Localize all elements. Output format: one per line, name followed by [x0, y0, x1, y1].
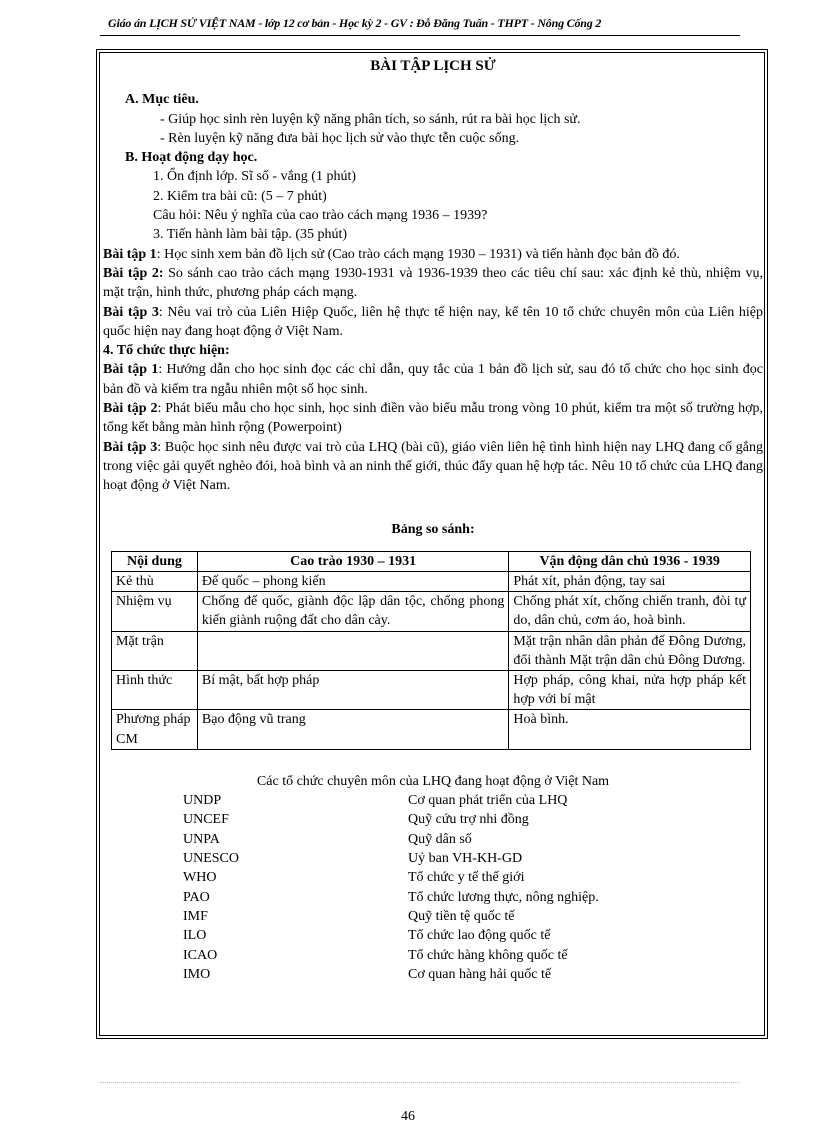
question-item: Câu hỏi: Nêu ý nghĩa của cao trào cách mạng 1936 – 1939? — [153, 208, 488, 224]
objective-item: - Rèn luyện kỹ năng đưa bài học lịch sử vào thực tễn cuộc sống. — [160, 130, 520, 146]
org-name: Cơ quan hàng hải quốc tế — [408, 966, 552, 982]
table-row — [112, 631, 751, 670]
list-item — [103, 830, 763, 849]
org-abbr: ICAO — [183, 947, 218, 963]
organize-text: : Hướng dẫn cho học sinh đọc các chỉ dẫn, quy tắc của 1 bản đồ lịch sử, sau đó tổ chức cho học sinh đọc bản đồ và kiểm tra ngẫu nhiên một số học sinh. — [103, 362, 763, 397]
list-item — [103, 965, 763, 984]
org-abbr: UNESCO — [183, 851, 240, 867]
org-abbr: ILO — [183, 928, 207, 944]
document-body — [103, 55, 763, 984]
column-header: Nội dung — [112, 551, 198, 571]
table-cell: Hình thức — [112, 671, 198, 710]
organize-label: Bài tập 3 — [103, 439, 158, 455]
org-abbr: UNPA — [183, 831, 220, 847]
table-cell: Đế quốc – phong kiến — [197, 572, 508, 592]
organize-paragraph — [103, 360, 763, 399]
organize-label: Bài tập 1 — [103, 362, 159, 378]
table-cell — [197, 631, 508, 670]
table-row — [112, 710, 751, 749]
table-cell: Bí mật, bất hợp pháp — [197, 671, 508, 710]
page-number: 46 — [401, 1109, 415, 1124]
column-header: Vận động dân chủ 1936 - 1939 — [509, 551, 751, 571]
organize-label: Bài tập 2 — [103, 401, 158, 417]
organize-paragraph — [103, 438, 763, 496]
table-cell: Chống phát xít, chống chiến tranh, đòi tự do, dân chủ, cơm áo, hoà bình. — [509, 592, 751, 631]
org-name: Tổ chức hàng không quốc tế — [408, 947, 568, 963]
exercise-label: Bài tập 2: — [103, 265, 164, 281]
organizations-title: Các tổ chức chuyên môn của LHQ đang hoạt động ở Việt Nam — [256, 773, 610, 789]
org-name: Quỹ dân số — [408, 831, 472, 847]
org-name: Tổ chức y tế thế giới — [408, 870, 525, 886]
table-cell: Hoà bình. — [509, 710, 751, 749]
table-row — [112, 572, 751, 592]
table-header-row — [112, 551, 751, 571]
list-item — [103, 907, 763, 926]
page-header — [100, 14, 740, 36]
step-item: 3. Tiến hành làm bài tập. (35 phút) — [153, 227, 348, 243]
list-item — [103, 791, 763, 810]
exercise-text: : Học sinh xem bản đồ lịch sử (Cao trào cách mạng 1930 – 1931) và tiến hành đọc bản đồ đó. — [156, 246, 680, 262]
org-abbr: IMF — [183, 908, 208, 924]
org-abbr: UNCEF — [183, 812, 229, 828]
organize-text: : Buộc học sinh nêu được vai trò của LHQ (bài cũ), giáo viên liên hệ tình hình hiện nay LHQ đang cố gắng trong việc gải quyết nghèo đói, hoà bình và an ninh thế giới, thúc đẩy quan hệ hợp tác. Nêu 10 tổ chức của LHQ đang hoạt động ở Việt Nam. — [103, 439, 763, 494]
section-a-heading: A. Mục tiêu. — [125, 92, 199, 108]
comparison-table — [111, 551, 751, 750]
table-row — [112, 671, 751, 710]
org-abbr: WHO — [183, 870, 217, 886]
list-item — [103, 888, 763, 907]
org-abbr: UNDP — [183, 793, 222, 809]
organizations-list — [103, 791, 763, 984]
table-row — [112, 592, 751, 631]
org-name: Uỷ ban VH-KH-GD — [408, 851, 523, 867]
objective-item: - Giúp học sinh rèn luyện kỹ năng phân tích, so sánh, rút ra bài học lịch sử. — [160, 111, 581, 127]
step-item: 1. Ổn định lớp. Sĩ số - vắng (1 phút) — [153, 169, 357, 185]
step-item: 2. Kiểm tra bài cũ: (5 – 7 phút) — [153, 188, 327, 204]
column-header: Cao trào 1930 – 1931 — [197, 551, 508, 571]
table-cell: Phát xít, phản động, tay sai — [509, 572, 751, 592]
org-name: Quỹ cứu trợ nhi đồng — [408, 812, 529, 828]
list-item — [103, 849, 763, 868]
table-cell: Hợp pháp, công khai, nửa hợp pháp kết hợp với bí mật — [509, 671, 751, 710]
org-abbr: PAO — [183, 889, 210, 905]
exercise-text: So sánh cao trào cách mạng 1930-1931 và 1936-1939 theo các tiêu chí sau: xác định kẻ thù, nhiệm vụ, mặt trận, hình thức, phương pháp cách mạng. — [103, 265, 763, 301]
table-cell: Chống đế quốc, giành độc lập dân tộc, chống phong kiến giành ruộng đất cho dân cày. — [197, 592, 508, 631]
exercise-text: : Nêu vai trò của Liên Hiệp Quốc, liên hệ thực tế hiện nay, kể tên 10 tổ chức chuyên môn của Liên hiệp quốc hiện nay đang hoạt động ở Việt Nam. — [103, 304, 763, 339]
exercise-label: Bài tập 3 — [103, 304, 159, 320]
exercise-label: Bài tập 1 — [103, 246, 157, 262]
header-text: Giáo án LỊCH SỬ VIỆT NAM - lớp 12 cơ bản - Học kỳ 2 - GV : Đỗ Đăng Tuấn - THPT - Nông Cống 2 — [108, 16, 602, 30]
organize-heading: 4. Tổ chức thực hiện: — [103, 343, 230, 359]
table-cell: Mặt trận — [112, 631, 198, 670]
table-cell: Bạo động vũ trang — [197, 710, 508, 749]
table-cell: Mặt trận nhân dân phản đế Đông Dương, đổi thành Mặt trận dân chủ Đông Dương. — [509, 631, 751, 670]
exercise-paragraph — [103, 264, 763, 303]
organize-text: : Phát biểu mẫu cho học sinh, học sinh điền vào biểu mẫu trong vòng 10 phút, kiểm tra một số trường hợp, tổng kết bằng màn hình rộng (Powerpoint) — [103, 401, 763, 436]
table-cell: Phương pháp CM — [112, 710, 198, 749]
org-name: Tổ chức lao động quốc tế — [408, 928, 551, 944]
exercise-paragraph — [103, 245, 763, 264]
org-name: Tổ chức lương thực, nông nghiệp. — [408, 889, 599, 905]
org-name: Cơ quan phát triển của LHQ — [408, 793, 568, 809]
list-item — [103, 946, 763, 965]
comparison-title: Bảng so sánh: — [391, 521, 475, 537]
exercise-paragraph — [103, 303, 763, 342]
section-b-heading: B. Hoạt động dạy học. — [125, 150, 258, 166]
footer-rule — [100, 1082, 740, 1083]
table-cell: Kẻ thù — [112, 572, 198, 592]
list-item — [103, 926, 763, 945]
list-item — [103, 868, 763, 887]
org-abbr: IMO — [183, 966, 211, 982]
list-item — [103, 810, 763, 829]
org-name: Quỹ tiền tệ quốc tế — [408, 908, 515, 924]
header-rule — [100, 35, 740, 36]
document-title: BÀI TẬP LỊCH SỬ — [370, 58, 496, 74]
table-cell: Nhiệm vụ — [112, 592, 198, 631]
organize-paragraph — [103, 399, 763, 438]
